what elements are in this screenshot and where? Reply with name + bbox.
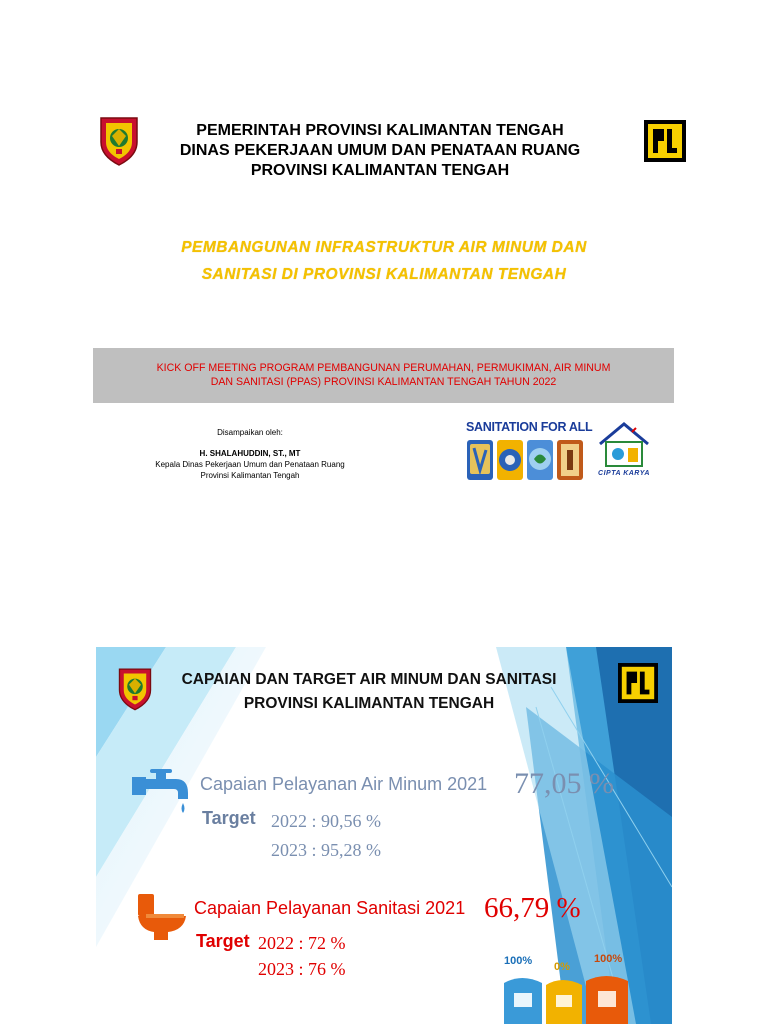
- sanitasi-value: 66,79 %: [484, 892, 581, 924]
- slide2-title-line-2: PROVINSI KALIMANTAN TENGAH: [243, 695, 495, 712]
- sanitasi-label: Capaian Pelayanan Sanitasi 2021: [194, 898, 466, 918]
- band-line-1: KICK OFF MEETING PROGRAM PEMBANGUNAN PERUMAHAN, PERMUKIMAN, AIR MINUM: [156, 362, 611, 374]
- presenter-name: H. SHALAHUDDIN, ST., MT: [199, 449, 301, 458]
- subtitle-line-2: SANITASI DI PROVINSI KALIMANTAN TENGAH: [201, 266, 567, 283]
- toilet-icon: [134, 894, 192, 942]
- slide2-title-line-1: CAPAIAN DAN TARGET AIR MINUM DAN SANITASI: [181, 671, 557, 688]
- sanitation-pictograms-icon: [466, 438, 586, 482]
- pu-logo-icon: [644, 120, 686, 162]
- band-line-2: DAN SANITASI (PPAS) PROVINSI KALIMANTAN TENGAH TAHUN 2022: [210, 376, 557, 388]
- presenter-region: Provinsi Kalimantan Tengah: [200, 471, 300, 480]
- air-minum-label: Capaian Pelayanan Air Minum 2021: [200, 774, 488, 794]
- sanitasi-target-2023: 2023 : 76 %: [258, 959, 346, 979]
- subtitle-line-1: PEMBANGUNAN INFRASTRUKTUR AIR MINUM DAN: [181, 239, 587, 256]
- air-minum-target-label: Target: [202, 808, 256, 828]
- cipta-karya-text: CIPTA KARYA: [598, 470, 650, 477]
- header-line-1: PEMERINTAH PROVINSI KALIMANTAN TENGAH: [196, 122, 564, 139]
- air-minum-target-2023: 2023 : 95,28 %: [271, 840, 381, 860]
- air-minum-target-2022: 2022 : 90,56 %: [271, 811, 381, 831]
- air-minum-value: 77,05 %: [514, 767, 614, 800]
- badge-0-slum: 0%: [554, 961, 570, 973]
- badge-100-water: 100%: [504, 955, 533, 967]
- presenter-role: Kepala Dinas Pekerjaan Umum dan Penataan Ruang: [155, 460, 345, 469]
- presenter-label: Disampaikan oleh:: [217, 428, 283, 437]
- badge-100-sanitation: 100%: [594, 953, 623, 965]
- sanitasi-target-label: Target: [196, 931, 250, 951]
- kalteng-emblem-icon: [97, 116, 141, 166]
- kalteng-emblem-small-icon: [116, 665, 154, 713]
- header-line-2: DINAS PEKERJAAN UMUM DAN PENATAAN RUANG: [179, 142, 581, 159]
- cipta-karya-house-icon: [594, 418, 654, 470]
- achievement-slide: [96, 647, 672, 1024]
- water-faucet-icon: [132, 769, 196, 817]
- header-line-3: PROVINSI KALIMANTAN TENGAH: [250, 162, 510, 179]
- sanitation-logo-text: SANITATION FOR ALL: [466, 420, 593, 434]
- program-100-0-100-badge: [502, 953, 632, 1024]
- sanitation-for-all-logo: [466, 420, 593, 484]
- sanitasi-target-2022: 2022 : 72 %: [258, 933, 346, 953]
- pu-logo-small-icon: [618, 663, 658, 703]
- cipta-karya-logo: [594, 418, 654, 482]
- meeting-band: [93, 348, 674, 403]
